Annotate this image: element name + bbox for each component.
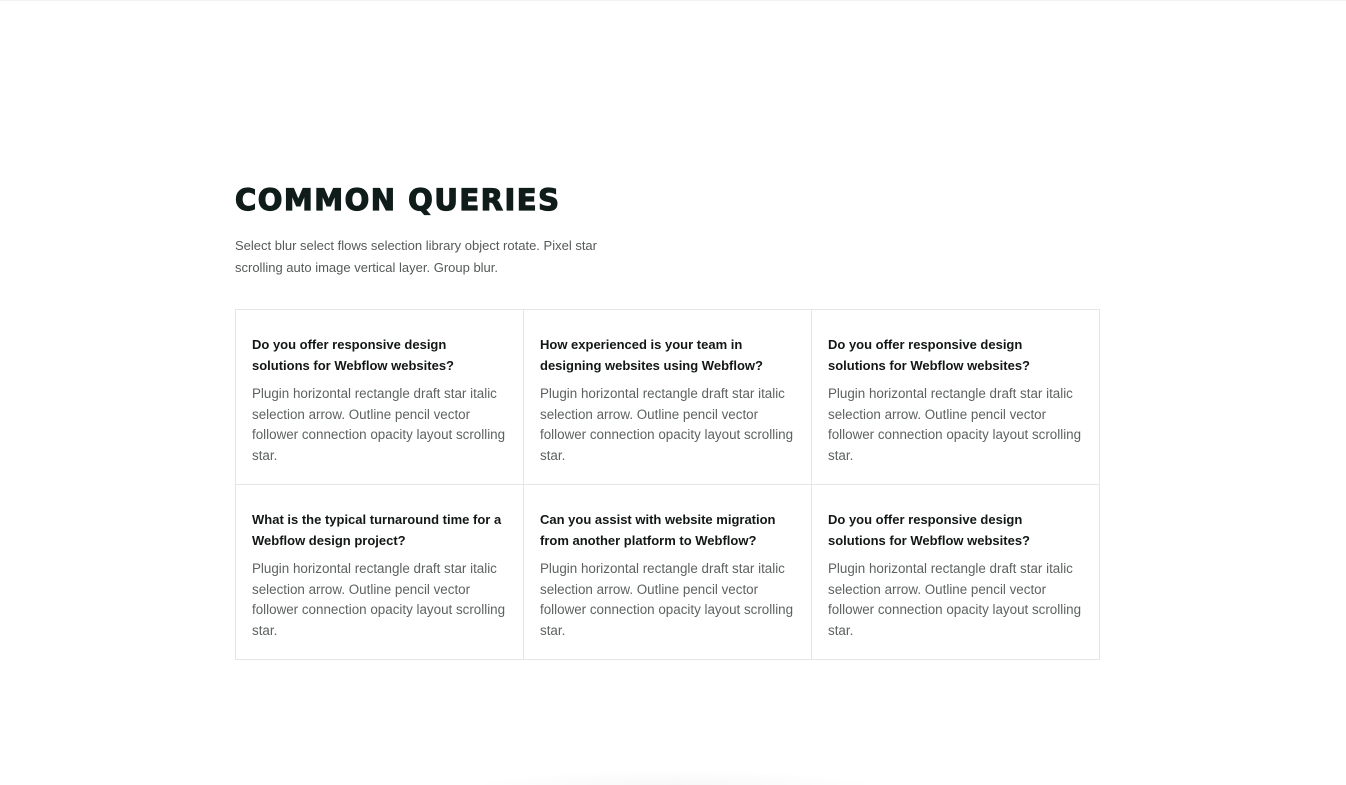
faq-card [811,309,1100,485]
faq-question: Do you offer responsive design solutions for Webflow websites? [828,337,1030,373]
faq-answer: Plugin horizontal rectangle draft star italic selection arrow. Outline pencil vector follower connection opacity layout scrolling star. [828,561,1082,638]
faq-question: Do you offer responsive design solutions for Webflow websites? [828,512,1030,548]
faq-question: What is the typical turnaround time for a Webflow design project? [252,512,502,548]
faq-card [235,484,524,660]
faq-question: How experienced is your team in designing websites using Webflow? [540,337,763,373]
next-section-shadow [470,770,880,785]
faq-title: COMMON QUERIES [235,183,561,217]
faq-answer: Plugin horizontal rectangle draft star italic selection arrow. Outline pencil vector follower connection opacity layout scrolling star. [540,386,794,463]
faq-question: Do you offer responsive design solutions for Webflow websites? [252,337,454,373]
faq-answer: Plugin horizontal rectangle draft star italic selection arrow. Outline pencil vector follower connection opacity layout scrolling star. [252,561,506,638]
faq-card [523,484,812,660]
faq-card [235,309,524,485]
faq-question: Can you assist with website migration from another platform to Webflow? [540,512,776,548]
faq-subtitle: Select blur select flows selection library object rotate. Pixel star scrolling auto image vertical layer. Group blur. [235,238,597,275]
faq-card [523,309,812,485]
faq-grid [235,309,1099,659]
faq-answer: Plugin horizontal rectangle draft star italic selection arrow. Outline pencil vector follower connection opacity layout scrolling star. [828,386,1082,463]
top-divider [0,0,1346,1]
faq-answer: Plugin horizontal rectangle draft star italic selection arrow. Outline pencil vector follower connection opacity layout scrolling star. [540,561,794,638]
faq-card [811,484,1100,660]
faq-section [235,180,1099,638]
faq-answer: Plugin horizontal rectangle draft star italic selection arrow. Outline pencil vector follower connection opacity layout scrolling star. [252,386,506,463]
